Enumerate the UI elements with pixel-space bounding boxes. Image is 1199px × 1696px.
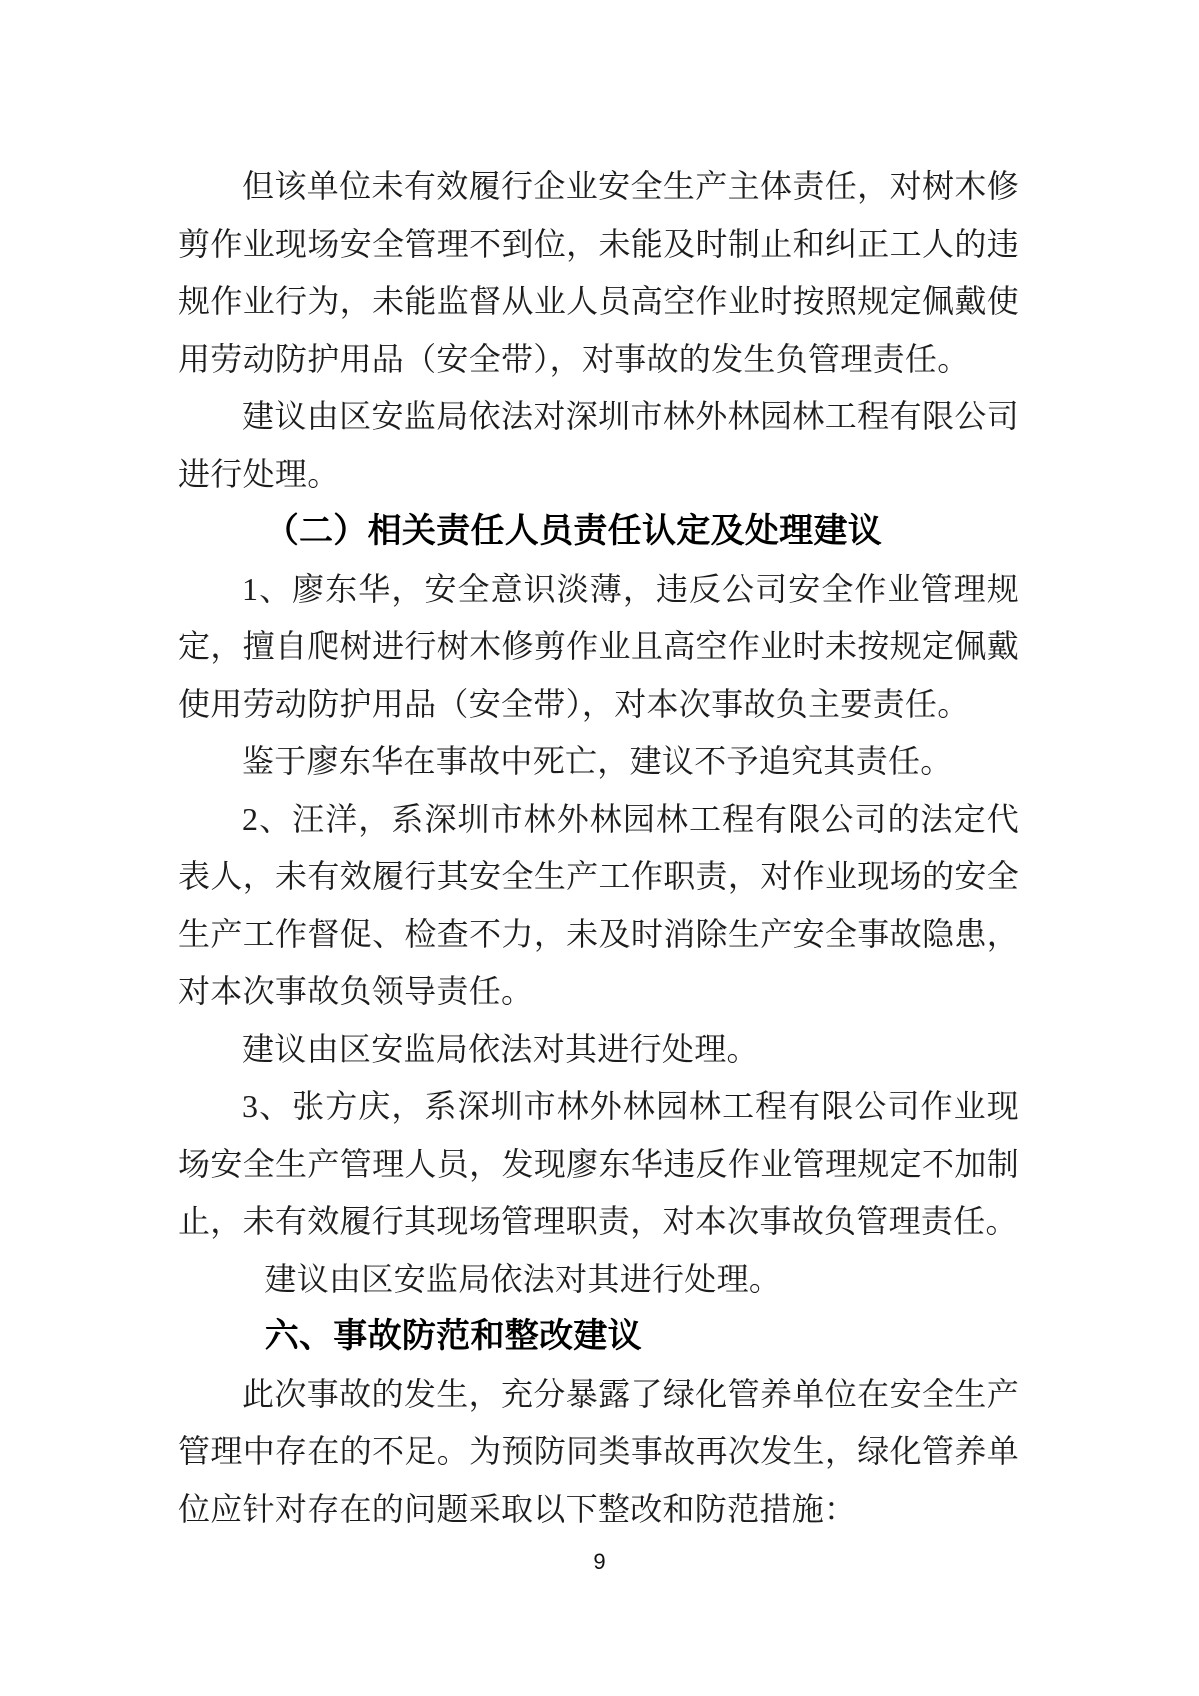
body-paragraph-person-3-suggestion: 建议由区安监局依法对其进行处理。 [264,1260,782,1297]
body-paragraph-company-handling-suggestion: 建议由区安监局依法对深圳市林外林园林工程有限公司进行处理。 [178,398,1019,492]
page-number: 9 [593,1549,606,1574]
body-paragraph-person-3: 3、张方庆，系深圳市林外林园林工程有限公司作业现场安全生产管理人员，发现廖东华违反作业管理规定不加制止，未有效履行其现场管理职责，对本次事故负管理责任。 [178,1088,1019,1239]
body-paragraph-person-1: 1、廖东华，安全意识淡薄，违反公司安全作业管理规定，擅自爬树进行树木修剪作业且高空作业时未按规定佩戴使用劳动防护用品（安全带），对本次事故负主要责任。 [178,570,1019,722]
body-paragraph-company-responsibility: 但该单位未有效履行企业安全生产主体责任，对树木修剪作业现场安全管理不到位，未能及时制止和纠正工人的违规作业行为，未能监督从业人员高空作业时按照规定佩戴使用劳动防护用品（安全带），对事故的发生负管理责任。 [178,168,1019,377]
body-paragraph-person-2-suggestion: 建议由区安监局依法对其进行处理。 [242,1030,759,1067]
body-paragraph-prevention-intro: 此次事故的发生，充分暴露了绿化管养单位在安全生产管理中存在的不足。为预防同类事故再次发生，绿化管养单位应针对存在的问题采取以下整改和防范措施： [178,1375,1019,1527]
body-paragraph-person-2: 2、汪洋，系深圳市林外林园林工程有限公司的法定代表人，未有效履行其安全生产工作职责，对作业现场的安全生产工作督促、检查不力，未及时消除生产安全事故隐患，对本次事故负领导责任。 [178,800,1019,1009]
body-paragraph-person-1-suggestion: 鉴于廖东华在事故中死亡，建议不予追究其责任。 [242,743,953,779]
section-heading-prevention-rectification: 六、事故防范和整改建议 [264,1317,642,1355]
section-heading-responsible-persons: （二）相关责任人员责任认定及处理建议 [264,512,883,550]
document-body [178,158,1019,1538]
